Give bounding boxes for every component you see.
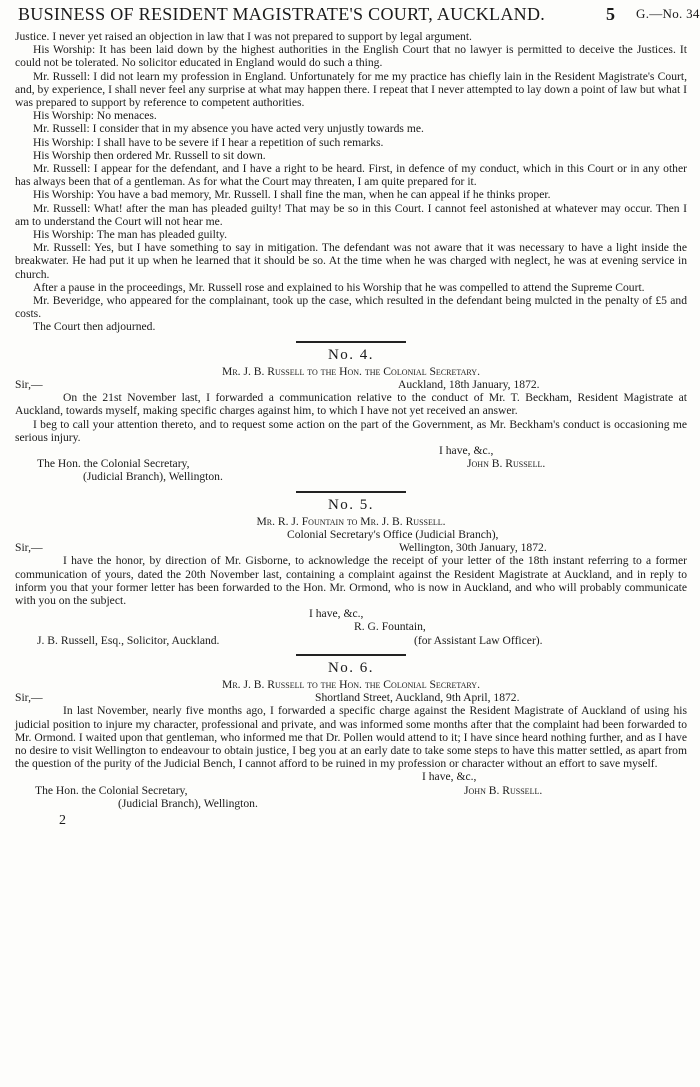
paragraph: The Court then adjourned. bbox=[33, 320, 156, 334]
signature: John B. Russell. bbox=[464, 783, 543, 797]
addressee-row bbox=[15, 470, 687, 483]
section-divider bbox=[296, 491, 406, 493]
signature: John B. Russell. bbox=[467, 457, 546, 471]
signature-row bbox=[15, 457, 687, 470]
letter-number: No. 6. bbox=[327, 659, 375, 676]
closing-row bbox=[15, 770, 687, 783]
header-title: BUSINESS OF RESIDENT MAGISTRATE'S COURT, AUCKLAND. bbox=[18, 4, 546, 24]
signer-title: (for Assistant Law Officer). bbox=[414, 633, 543, 647]
paragraph: His Worship: It has been laid down by the highest authorities in the English Court that no lawyer is permitted to deceive the Justices. It could not be tolerated. No solicitor educated in England would do such a thing. bbox=[15, 43, 687, 70]
signature-mark: 2 bbox=[59, 812, 66, 828]
paragraph: Mr. Russell: Yes, but I have something to say in mitigation. The defendant was not aware that it was necessary to have a light inside the breakwater. He had put it up when he learned that it should be so. At the time when he was charged with neglect, he was at evening service in church. bbox=[15, 241, 687, 281]
closing: I have, &c., bbox=[439, 444, 494, 458]
office-row bbox=[15, 528, 687, 541]
salutation-row bbox=[15, 378, 687, 391]
paragraph: His Worship: You have a bad memory, Mr. Russell. I shall fine the man, when he can appeal if he thinks proper. bbox=[33, 188, 551, 202]
salutation: Sir,— bbox=[15, 378, 43, 392]
signature-row bbox=[15, 620, 687, 633]
page-header bbox=[18, 4, 700, 30]
letter-date: Auckland, 18th January, 1872. bbox=[398, 378, 540, 392]
closing-row bbox=[15, 444, 687, 457]
paragraph: Mr. Beveridge, who appeared for the complainant, took up the case, which resulted in the defendant being mulcted in the penalty of £5 and costs. bbox=[15, 294, 687, 321]
letter-body: On the 21st November last, I forwarded a communication relative to the conduct of Mr. T. Beckham, Resident Magistrate at Auckland, towards myself, making specific charges against him, to which I have not yet received an answer. bbox=[15, 391, 687, 418]
addressee-branch: (Judicial Branch), Wellington. bbox=[118, 796, 258, 810]
paragraph: After a pause in the proceedings, Mr. Russell rose and explained to his Worship that he was compelled to attend the Supreme Court. bbox=[33, 280, 645, 294]
paragraph: His Worship: The man has pleaded guilty. bbox=[33, 228, 227, 242]
addressee: The Hon. the Colonial Secretary, bbox=[37, 457, 190, 471]
addressee-branch: (Judicial Branch), Wellington. bbox=[83, 470, 223, 484]
addressee-row bbox=[15, 634, 687, 647]
sender-office: Colonial Secretary's Office (Judicial Branch), bbox=[287, 528, 499, 542]
signature-row bbox=[15, 784, 687, 797]
paragraph: Mr. Russell: I did not learn my profession in England. Unfortunately for me my practice has chiefly lain in the Resident Magistrate's Court, and, by experience, I shall never feel any surprise at what may happen there. I repeat that I never attempted to lay down a point of law but what I was prepared to support by reference to competent authorities. bbox=[15, 69, 687, 110]
letter-heading: Mr. J. B. Russell to the Hon. the Colonial Secretary. bbox=[222, 678, 480, 691]
paragraph: His Worship: No menaces. bbox=[33, 109, 157, 123]
document-body bbox=[15, 30, 687, 827]
addressee: J. B. Russell, Esq., Solicitor, Auckland. bbox=[37, 633, 220, 647]
paragraph: Justice. I never yet raised an objection in law that I was not prepared to support by legal argument. bbox=[15, 30, 472, 43]
letter-heading: Mr. J. B. Russell to the Hon. the Colonial Secretary. bbox=[222, 364, 480, 378]
letter-body: I beg to call your attention thereto, and to request some action on the part of the Government, as Mr. Beckham's conduct is occasioning me serious injury. bbox=[15, 417, 687, 444]
paragraph: Mr. Russell: What! after the man has pleaded guilty! That may be so in this Court. I cannot feel astonished at whatever may occur. Then I am to understand the Court will not hear me. bbox=[15, 201, 687, 228]
closing-row bbox=[15, 607, 687, 620]
letter-body: I have the honor, by direction of Mr. Gisborne, to acknowledge the receipt of your letter of the 18th instant referring to a former communication of yours, dated the 20th November last, containing a complaint against the Resident Magistrate at Auckland, and in reply to inform you that your former letter has been forwarded to the Hon. Mr. Ormond, who is now in Auckland, and who will probably communicate with you on the subject. bbox=[15, 554, 687, 608]
section-divider bbox=[296, 341, 406, 343]
paragraph: His Worship: I shall have to be severe if I hear a repetition of such remarks. bbox=[33, 135, 384, 149]
closing: I have, &c., bbox=[422, 770, 477, 784]
page-number: 5 bbox=[606, 4, 616, 24]
paragraph: His Worship then ordered Mr. Russell to sit down. bbox=[33, 148, 266, 162]
addressee: The Hon. the Colonial Secretary, bbox=[35, 783, 188, 797]
paragraph: Mr. Russell: I appear for the defendant, and I have a right to be heard. First, in defence of my conduct, which in this Court or in any other has always been that of a gentleman. As for what the Court may threaten, I am quite prepared for it. bbox=[15, 162, 687, 189]
paragraph: Mr. Russell: I consider that in my absence you have acted very unjustly towards me. bbox=[33, 122, 424, 136]
signature: R. G. Fountain, bbox=[354, 620, 426, 634]
letter-body: In last November, nearly five months ago, I forwarded a specific charge against the Resident Magistrate of Auckland of using his judicial position to injure my character, professional and private, and was informed some months after that the complaint had been forwarded to Mr. Ormond. I waited upon that gentleman, who informed me that Dr. Pollen would attend to it; I have since heard nothing further, and as I have no desire to visit Wellington to endeavour to obtain justice, I beg you at an early date to take some steps to have this matter settled, as apart from the question of the purity of the Judicial Bench, I cannot afford to be ruined in my profession or character without an effort to save myself. bbox=[15, 704, 687, 771]
letter-number: No. 4. bbox=[327, 346, 375, 363]
salutation: Sir,— bbox=[15, 691, 43, 705]
closing: I have, &c., bbox=[309, 607, 364, 621]
salutation-row bbox=[15, 691, 687, 704]
document-reference: G.—No. 34 bbox=[636, 6, 700, 21]
addressee-row bbox=[15, 797, 687, 810]
letter-date: Shortland Street, Auckland, 9th April, 1872. bbox=[315, 691, 520, 705]
letter-date: Wellington, 30th January, 1872. bbox=[399, 541, 547, 555]
letter-heading: Mr. R. J. Fountain to Mr. J. B. Russell. bbox=[256, 514, 446, 528]
salutation-row bbox=[15, 541, 687, 554]
section-divider bbox=[296, 654, 406, 656]
salutation: Sir,— bbox=[15, 541, 43, 555]
letter-number: No. 5. bbox=[327, 496, 375, 513]
